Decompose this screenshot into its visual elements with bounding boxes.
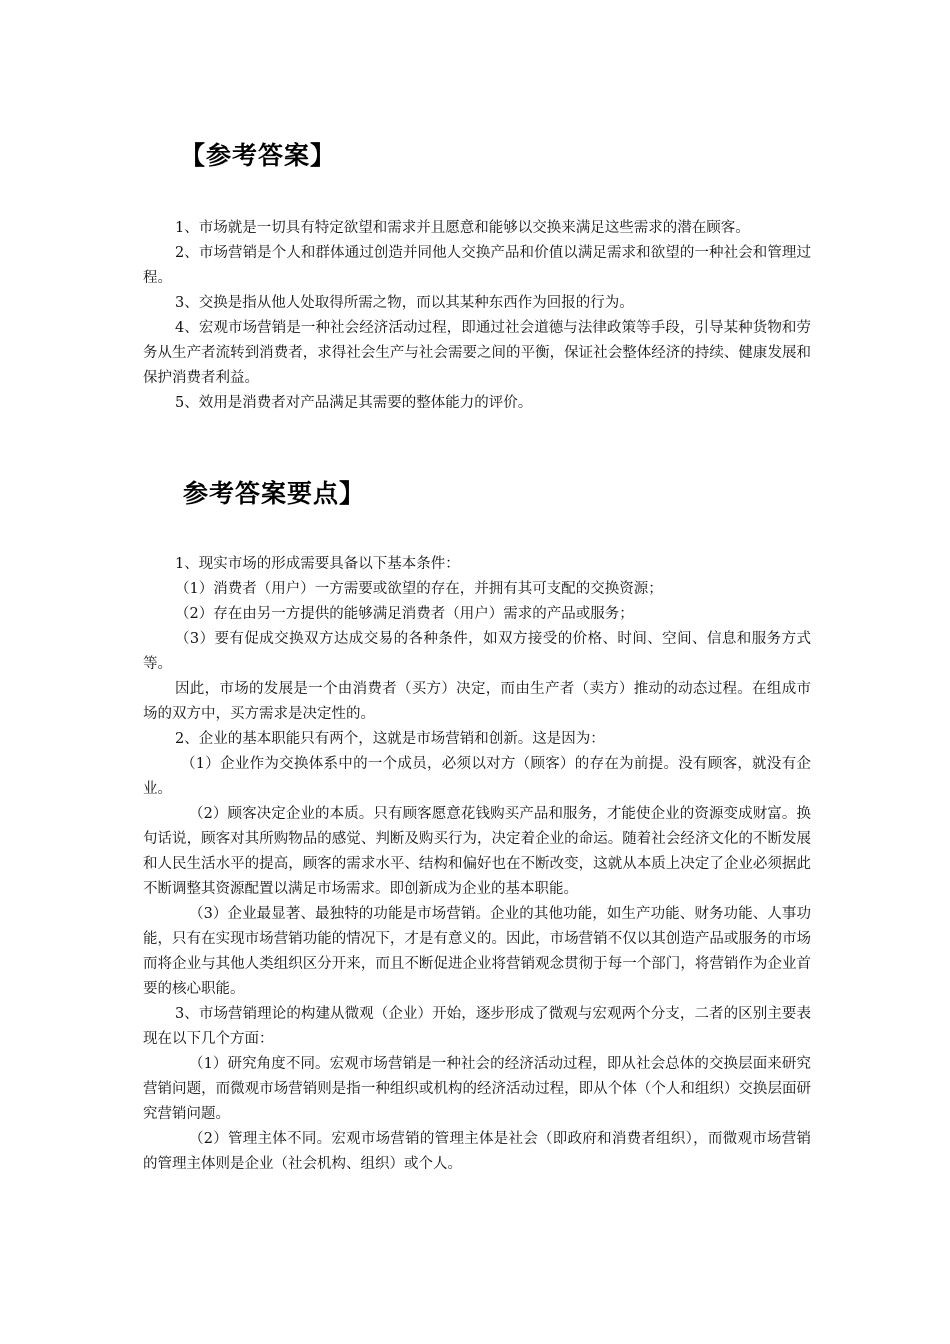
key-point-paragraph: （2）存在由另一方提供的能够满足消费者（用户）需求的产品或服务； bbox=[175, 606, 634, 622]
key-point-paragraph: （1）研究角度不同。宏观市场营销是一种社会的经济活动过程，即从社会总体的交换层面来研究营销问题，而微观市场营销则是指一种组织或机构的经济活动过程，即从个体（个人和组织）交换层面研究营销问题。 bbox=[143, 1056, 811, 1122]
key-point-paragraph: （1）企业作为交换体系中的一个成员，必须以对方（顾客）的存在为前提。没有顾客，就没有企业。 bbox=[143, 756, 811, 797]
answer-paragraph-3: 3、交换是指从他人处取得所需之物，而以其某种东西作为回报的行为。 bbox=[175, 295, 634, 311]
answer-paragraph-5: 5、效用是消费者对产品满足其需要的整体能力的评价。 bbox=[175, 395, 533, 411]
key-point-paragraph: （3）要有促成交换双方达成交易的各种条件，如双方接受的价格、时间、空间、信息和服务方式等。 bbox=[143, 631, 811, 672]
key-point-paragraph: （2）顾客决定企业的本质。只有顾客愿意花钱购买产品和服务，才能使企业的资源变成财富。换句话说，顾客对其所购物品的感觉、判断及购买行为，决定着企业的命运。随着社会经济文化的不断发展和人民生活水平的提高，顾客的需求水平、结构和偏好也在不断改变，这就从本质上决定了企业必须据此不断调整其资源配置以满足市场需求。即创新成为企业的基本职能。 bbox=[143, 806, 811, 897]
answer-key-points-body bbox=[143, 552, 811, 1177]
answer-paragraph-2: 2、市场营销是个人和群体通过创造并同他人交换产品和价值以满足需求和欲望的一种社会和管理过程。 bbox=[143, 245, 811, 286]
reference-answer-body bbox=[143, 216, 811, 416]
key-point-paragraph: 2、企业的基本职能只有两个，这就是市场营销和创新。这是因为： bbox=[175, 731, 605, 747]
section-title-answer-key-points: 参考答案要点】 bbox=[183, 479, 366, 508]
key-point-paragraph: （3）企业最显著、最独特的功能是市场营销。企业的其他功能，如生产功能、财务功能、人事功能，只有在实现市场营销功能的情况下，才是有意义的。因此，市场营销不仅以其创造产品或服务的市场而将企业与其他人类组织区分开来，而且不断促进企业将营销观念贯彻于每一个部门，将营销作为企业首要的核心职能。 bbox=[143, 906, 811, 997]
key-point-paragraph: （1）消费者（用户）一方需要或欲望的存在，并拥有其可支配的交换资源； bbox=[175, 581, 663, 597]
answer-paragraph-1: 1、市场就是一切具有特定欲望和需求并且愿意和能够以交换来满足这些需求的潜在顾客。 bbox=[175, 220, 750, 236]
key-point-paragraph: 因此，市场的发展是一个由消费者（买方）决定，而由生产者（卖方）推动的动态过程。在组成市场的双方中，买方需求是决定性的。 bbox=[143, 681, 811, 722]
section-title-reference-answer: 【参考答案】 bbox=[180, 141, 337, 170]
answer-paragraph-4: 4、宏观市场营销是一种社会经济活动过程，即通过社会道德与法律政策等手段，引导某种货物和劳务从生产者流转到消费者，求得社会生产与社会需要之间的平衡，保证社会整体经济的持续、健康发展和保护消费者利益。 bbox=[143, 320, 811, 386]
key-point-paragraph: 1、现实市场的形成需要具备以下基本条件： bbox=[175, 556, 460, 572]
key-point-paragraph: （2）管理主体不同。宏观市场营销的管理主体是社会（即政府和消费者组织），而微观市场营销的管理主体则是企业（社会机构、组织）或个人。 bbox=[143, 1131, 811, 1172]
key-point-paragraph: 3、市场营销理论的构建从微观（企业）开始，逐步形成了微观与宏观两个分支，二者的区别主要表现在以下几个方面： bbox=[143, 1006, 811, 1047]
